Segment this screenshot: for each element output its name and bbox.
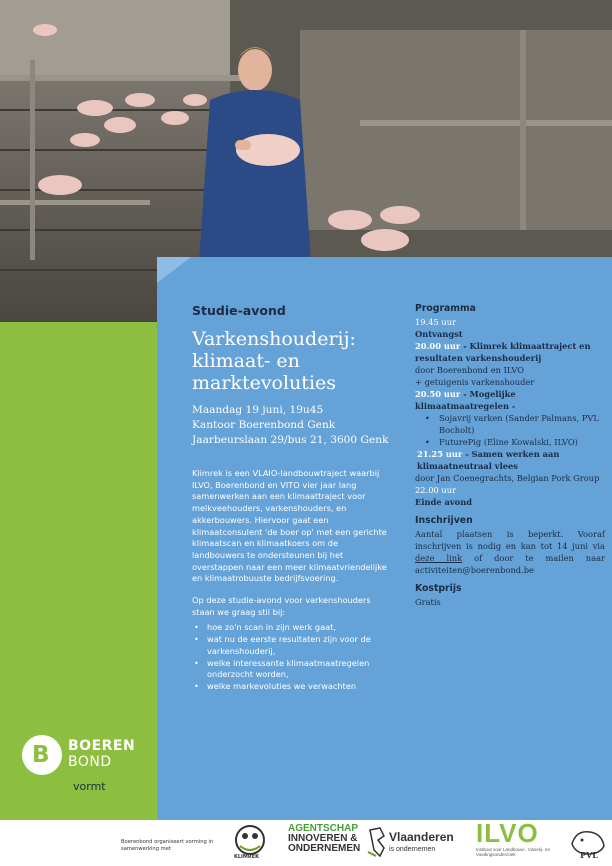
event-venue: Kantoor Boerenbond Genk	[192, 419, 336, 431]
topics-lead: Op deze studie-avond voor varkenshouders staan we graag stil bij:	[192, 595, 371, 617]
program-title: Ontvangst	[415, 329, 463, 339]
program-title: Samen werken aan klimaatneutraal vlees	[417, 449, 560, 471]
ilvo-logo	[476, 819, 556, 863]
program-heading: Programma	[415, 303, 476, 314]
ilvo-subtitle: Instituut voor Landbouw-, Visserij- en Voedingsonderzoek	[476, 847, 550, 857]
program-entry: 20.50 uur - Mogelijke klimaatmaatregelen -	[415, 389, 516, 411]
list-item: • welke interessante klimaatmaatregelen onderzocht worden,	[192, 658, 392, 681]
list-item: • Sojavrij varken (Sander Palmans, PVL Bocholt)	[415, 412, 605, 436]
event-title-line: klimaat- en	[192, 350, 300, 372]
vlaanderen-name: Vlaanderen	[389, 830, 454, 844]
cost-value: Gratis	[415, 597, 441, 607]
pvl-logo	[566, 824, 610, 862]
program-entry: 21.25 uur - Samen werken aan klimaatneutraal vlees	[417, 449, 560, 471]
event-details	[192, 403, 392, 448]
agency-name: AGENTSCHAP	[288, 823, 359, 834]
klimrek-label: KLIMREK	[234, 854, 260, 860]
program-title: Mogelijke klimaatmaatregelen -	[415, 389, 516, 411]
event-title-line: marktevoluties	[192, 372, 337, 394]
program-time: 21.25 uur	[417, 449, 463, 459]
boerenbond-b-icon: B	[32, 742, 50, 768]
pvl-label: PVL	[580, 850, 598, 860]
boerenbond-logo	[20, 735, 160, 805]
cost-heading: Kostprijs	[415, 583, 462, 594]
registration-line: of door te mailen naar activiteiten@boerenbond.be	[415, 553, 605, 575]
event-type: Studie-avond	[192, 303, 286, 318]
registration-text	[415, 528, 605, 576]
blue-panel-corner	[157, 257, 191, 283]
event-address: Jaarbeurslaan 29/bus 21, 3600 Genk	[192, 434, 389, 446]
intro-paragraph: Klimrek is een VLAIO-landbouwtraject waarbij ILVO, Boerenbond en VITO vier jaar lang samenwerken aan een klimaattraject voor melkveehouders, varkenshouders, en akkerbouwers. Hiervoor gaat een klimaatconsulent 'de boer op' met een gerichte klimaatscan en klimaatkoers om de landbouwers te ondersteunen bij het overstappen naar een meer klimaatvriendelijke en klimaatrobuuste bedrijfsvoering.	[192, 468, 387, 584]
program-time: 19.45 uur	[415, 317, 457, 327]
program-column	[415, 303, 605, 608]
registration-line: Aantal plaatsen is beperkt. Vooraf inschrijven is nodig en kan tot 14 juni via	[415, 529, 605, 551]
program-speaker: door Boerenbond en ILVO	[415, 365, 525, 375]
brand-name: BOND	[68, 754, 112, 770]
program-title: Klimrek klimaattraject en resultaten varkenshouderij	[415, 341, 591, 363]
topics-list	[192, 622, 392, 692]
list-item: • hoe zo'n scan in zijn werk gaat,	[192, 622, 392, 634]
klimrek-logo	[228, 824, 272, 862]
program-time: 22.00 uur	[415, 485, 457, 495]
program-extra: + getuigenis varkenshouder	[415, 377, 535, 387]
partner-note: Boerenbond organiseert vorming in samenwerking met	[121, 839, 214, 852]
registration-link[interactable]: deze link	[415, 553, 463, 563]
program-time: 20.00 uur	[415, 341, 461, 351]
event-info-column	[192, 303, 392, 693]
program-speaker: door Jan Coenegrachts, Belgian Pork Group	[415, 473, 600, 483]
event-date: Maandag 19 juni, 19u45	[192, 404, 324, 416]
ilvo-name: ILVO	[476, 818, 539, 848]
brand-tagline: vormt	[73, 780, 106, 793]
list-item: • welke markevoluties we verwachten	[192, 681, 392, 693]
brand-name: BOEREN	[68, 738, 136, 754]
list-item: • wat nu de eerste resultaten zijn voor de varkenshouderij,	[192, 634, 392, 657]
registration-heading: Inschrijven	[415, 515, 473, 526]
list-item: • FuturePig (Eline Kowalski, ILVO)	[415, 436, 605, 448]
agency-name: INNOVEREN &	[288, 833, 358, 844]
vlaanderen-lion-icon	[366, 826, 388, 858]
vlaanderen-tagline: is ondernemen	[389, 846, 436, 853]
event-title	[192, 328, 392, 394]
agentschap-logo	[288, 824, 368, 862]
program-title: Einde avond	[415, 497, 473, 507]
vlaanderen-logo	[389, 830, 469, 853]
program-time: 20.50 uur	[415, 389, 461, 399]
agency-name: ONDERNEMEN	[288, 843, 361, 854]
program-entry: 20.00 uur - Klimrek klimaattraject en resultaten varkenshouderij	[415, 341, 591, 363]
event-title-line: Varkenshouderij:	[192, 328, 356, 350]
